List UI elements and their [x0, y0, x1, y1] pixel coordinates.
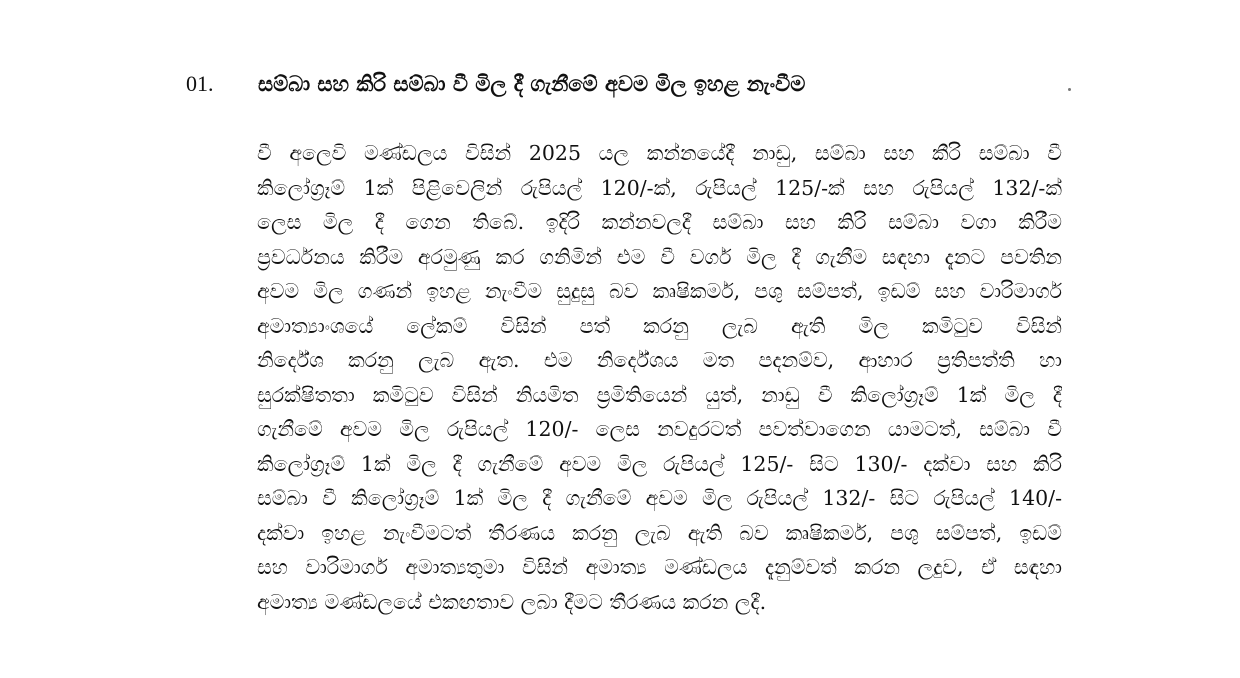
paragraph-line: නිර්දේශ කරනු ලැබ ඇත. එම නිර්දේශය මත පදනම්ව, ආහාර ප්‍රතිපත්ති හා: [257, 348, 1062, 372]
paragraph-line: සහ වාරිමාර්ග අමාත්‍යතුමා විසින් අමාත්‍ය මණ්ඩලය දැනුම්වත් කරන ලදුව, ඒ සඳහා: [257, 555, 1062, 579]
paragraph-line: වී අලෙවි මණ්ඩලය විසින් 2025 යල කන්නයේදී නාඩු, සම්බා සහ කීරි සම්බා වී: [257, 141, 1062, 165]
paragraph-line: ප්‍රවර්ධනය කිරීම අරමුණු කර ගනිමින් එම වී වර්ග මිල දී ගැනීම සඳහා දැනට පවතින: [257, 244, 1062, 269]
body-paragraph: [257, 136, 1062, 619]
paragraph-line: ගැනීමේ අවම මිල රුපියල් 120/- ලෙස නවදුරටත් පවත්වාගෙන යාමටත්, සම්බා වී: [257, 417, 1062, 441]
paragraph-line: සුරක්ෂිතතා කමිටුව විසින් නියමිත ප්‍රමිතියෙන් යුත්, නාඩු වී කිලෝග්‍රෑම් 1ක් මිල දී: [257, 382, 1062, 407]
paragraph-line: අවම මිල ගණන් ඉහළ නැංවීම සුදුසු බව කෘෂිකර්ම, පශු සම්පත්, ඉඩම් සහ වාරිමාර්ග: [257, 279, 1062, 303]
paragraph-line: අමාත්‍ය මණ්ඩලයේ එකඟතාව ලබා දීමට තීරණය කරන ලදී.: [257, 589, 767, 614]
section-heading: [186, 64, 1066, 104]
paragraph-line: සම්බා වී කිලෝග්‍රෑම් 1ක් මිල දී ගැනීමේ අවම මිල රුපියල් 132/- සිට රුපියල් 140/-: [257, 486, 1062, 510]
paragraph-line: කිලෝග්‍රෑම් 1ක් මිල දී ගැනීමේ අවම මිල රුපියල් 125/- සිට 130/- දක්වා සහ කිරි: [257, 451, 1062, 476]
paragraph-line: දක්වා ඉහළ නැංවීමටත් තීරණය කරනු ලැබ ඇති බව කෘෂිකර්ම, පශු සම්පත්, ඉඩම්: [257, 520, 1062, 545]
section-title: සම්බා සහ කිරි සම්බා වී මිල දී ගැනීමේ අවම මිල ඉහළ නැංවීම: [258, 71, 806, 97]
scan-speck: [1068, 88, 1071, 91]
paragraph-line: ලෙස මිල දී ගෙන තිබේ. ඉදිරි කන්නවලදී සම්බා සහ කිරි සම්බා වගා කිරීම: [257, 210, 1062, 234]
paragraph-line: අමාත්‍යාංශයේ ලේකම් විසින් පත් කරනු ලැබ ඇති මිල කමිටුව විසින්: [257, 313, 1062, 338]
paragraph-line: කිලෝග්‍රෑම් 1ක් පිළිවෙලින් රුපියල් 120/-ක්, රුපියල් 125/-ක් සහ රුපියල් 132/-ක්: [257, 175, 1062, 200]
section-number: 01.: [186, 71, 214, 96]
